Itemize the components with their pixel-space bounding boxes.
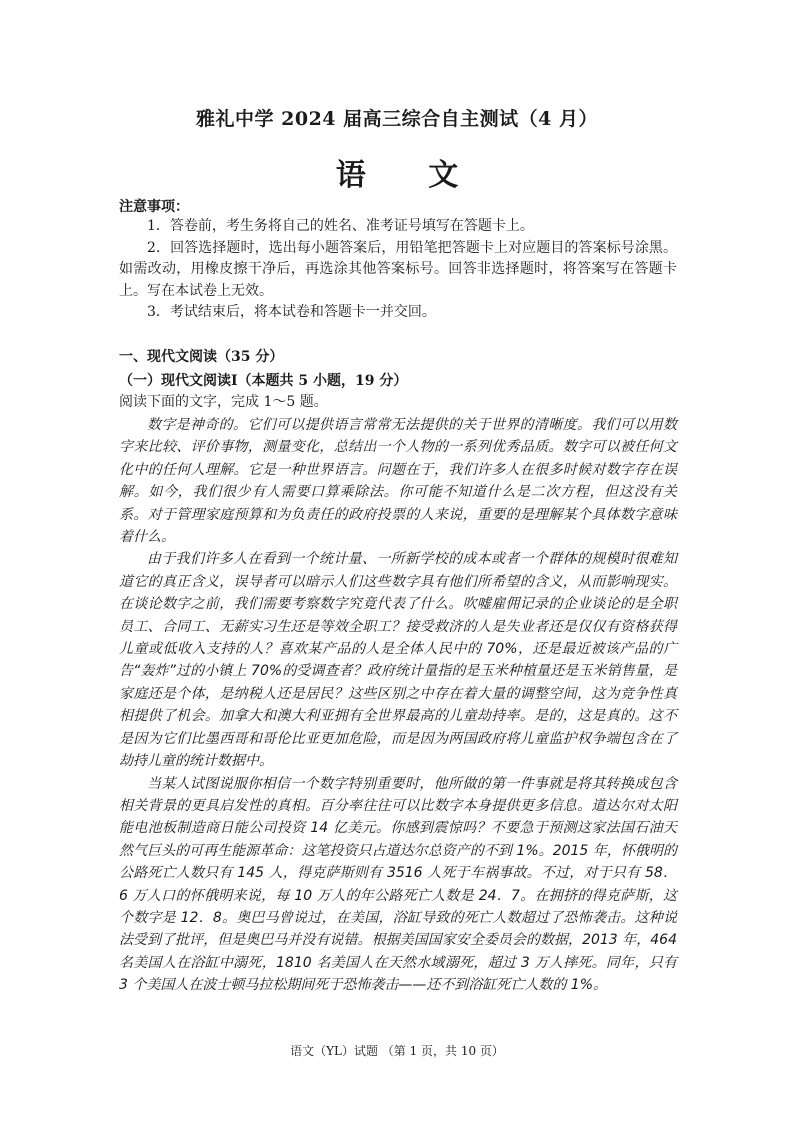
note-item: 3．考试结束后，将本试卷和答题卡一并交回。: [147, 304, 436, 320]
section-heading: 一、现代文阅读（35 分）: [119, 349, 284, 365]
reading-passage: [119, 414, 677, 997]
passage-paragraph: 由于我们许多人在看到一个统计量、一所新学校的成本或者一个群体的规模时很难知道它的真正含义，误导者可以暗示人们这些数字具有他们所希望的含义，从而影响现实。在谈论数字之前，我们需要考察数字究竟代表了什么。吹嘘雇佣记录的企业谈论的是全职员工、合同工、无薪实习生还是等效全职工？接受救济的人是失业者还是仅仅有资格获得儿童或低收入支持的人？喜欢某产品的人是全体人民中的 70%，还是最近被该产品的广告“轰炸”过的小镇上 70%的受调查者？政府统计量指的是玉米种植量还是玉米销售量，是家庭还是个体，是纳税人还是居民？这些区别之中存在着大量的调整空间，这为竞争性真相提供了机会。加拿大和澳大利亚拥有全世界最高的儿童劫持率。是的，这是真的。这不是因为它们比墨西哥和哥伦比亚更加危险，而是因为两国政府将儿童监护权争端包含在了劫持儿童的统计数据中。: [119, 551, 677, 770]
exam-title: 雅礼中学 2024 届高三综合自主测试（4 月）: [196, 108, 598, 130]
section-subheading: （一）现代文阅读Ⅰ（本题共 5 小题，19 分）: [119, 373, 408, 389]
passage-paragraph: 数字是神奇的。它们可以提供语言常常无法提供的关于世界的清晰度。我们可以用数字来比较、评价事物，测量变化，总结出一个人物的一系列优秀品质。数字可以被任何文化中的任何人理解。它是一种世界语言。问题在于，我们许多人在很多时候对数字存在误解。如今，我们很少有人需要口算乘除法。你可能不知道什么是二次方程，但这没有关系。对于管理家庭预算和为负责任的政府投票的人来说，重要的是理解某个具体数字意味着什么。: [119, 417, 677, 546]
note-item: 1．答卷前，考生务将自己的姓名、准考证号填写在答题卡上。: [147, 218, 534, 234]
page-footer: 语文（YL）试题 （第 1 页，共 10 页）: [290, 1044, 504, 1058]
passage-paragraph: 当某人试图说服你相信一个数字特别重要时，他所做的第一件事就是将其转换成包含相关背景的更具启发性的真相。百分率往往可以比数字本身提供更多信息。道达尔对太阳能电池板制造商日能公司投资 14 亿美元。你感到震惊吗？不要急于预测这家法国石油天然气巨头的可再生能源革命：这笔投资只占道达尔总资产的不到 1%。2015 年，怀俄明的公路死亡人数只有 145 人，得克萨斯则有 3516 人死于车祸事故。不过，对于只有 58．6 万人口的怀俄明来说，每 10 万人的年公路死亡人数是 24．7。在拥挤的得克萨斯，这个数字是 12．8。奥巴马曾说过，在美国，浴缸导致的死亡人数超过了恐怖袭击。这种说法受到了批评，但是奥巴马并没有说错。根据美国国家安全委员会的数据，2013 年，464 名美国人在浴缸中溺死，1810 名美国人在天然水域溺死，超过 3 万人摔死。同年，只有 3 个美国人在波士顿马拉松期间死于恐怖袭击——还不到浴缸死亡人数的 1%。: [119, 775, 677, 994]
note-item: 2．回答选择题时，选出每小题答案后，用铅笔把答题卡上对应题目的答案标号涂黑。如需改动，用橡皮擦干净后，再选涂其他答案标号。回答非选择题时，将答案写在答题卡上。写在本试卷上无效。: [119, 239, 677, 299]
subject-title: 语 文: [335, 158, 485, 193]
section-instruction: 阅读下面的文字，完成 1～5 题。: [119, 394, 328, 410]
notes-heading: 注意事项：: [119, 199, 189, 215]
notes-list: [119, 216, 677, 324]
